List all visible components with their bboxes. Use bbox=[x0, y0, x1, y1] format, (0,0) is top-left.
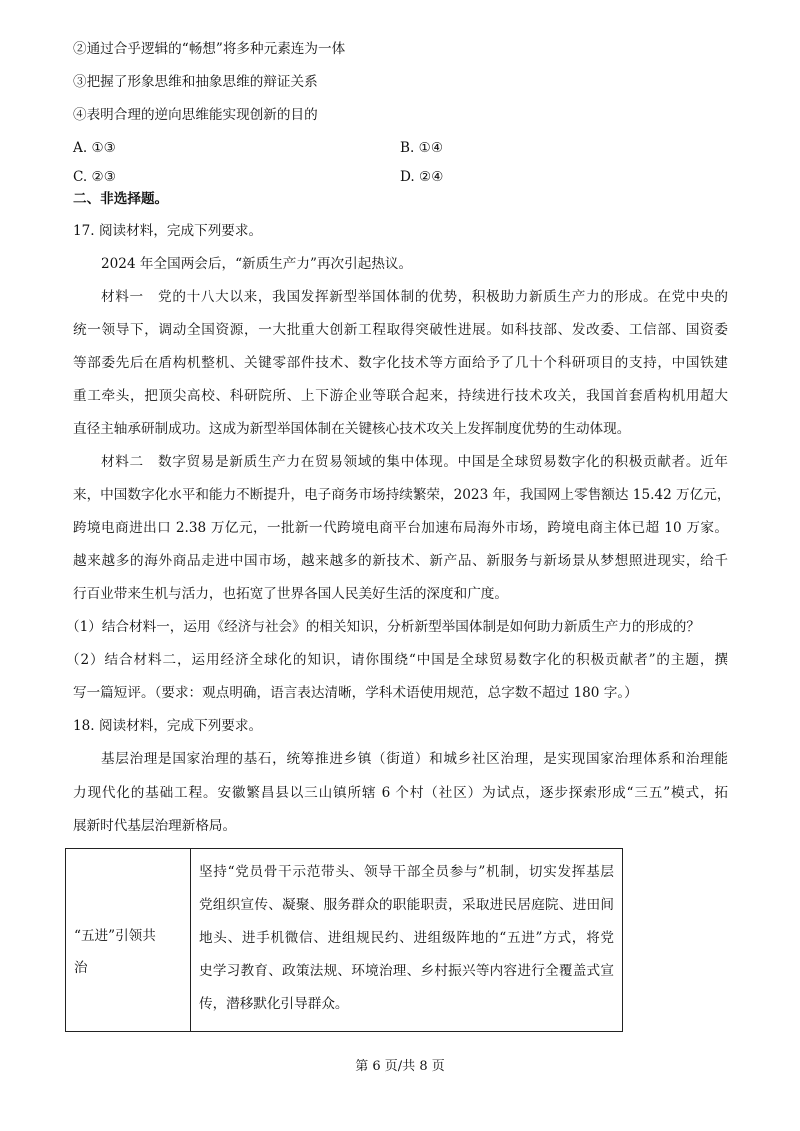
q17-title: 17. 阅读材料，完成下列要求。 bbox=[73, 223, 263, 239]
table-content-line: 坚持“党员骨干示范带头、领导干部全员参与”机制，切实发挥基层 bbox=[199, 864, 614, 880]
material-2-line: 跨境电商进出口 2.38 万亿元，一批新一代跨境电商平台加速布局海外市场，跨境电商主体已超 10 万家。 bbox=[73, 520, 728, 536]
q17-intro: 2024 年全国两会后，“新质生产力”再次引起热议。 bbox=[101, 256, 413, 272]
material-1-line: 材料一 党的十八大以来，我国发挥新型举国体制的优势，积极助力新质生产力的形成。在党中央的 bbox=[101, 289, 728, 305]
page-footer: 第 6 页/共 8 页 bbox=[355, 1059, 445, 1074]
material-2-line: 行百业带来生机与活力，也拓宽了世界各国人民美好生活的深度和广度。 bbox=[73, 586, 508, 602]
q18-para: 展新时代基层治理新格局。 bbox=[73, 818, 237, 834]
option-2: ②通过合乎逻辑的“畅想”将多种元素连为一体 bbox=[73, 41, 346, 57]
q17-sub1: （1）结合材料一，运用《经济与社会》的相关知识，分析新型举国体制是如何助力新质生产力的形成的？ bbox=[66, 619, 700, 635]
material-1-line: 统一领导下，调动全国资源，一大批重大创新工程取得突破性进展。如科技部、发改委、工信部、国资委 bbox=[73, 322, 728, 338]
choice-b: B. ①④ bbox=[400, 140, 444, 156]
table-content-line: 党组织宣传、凝聚、服务群众的职能职责，采取进民居庭院、进田间 bbox=[199, 897, 614, 913]
option-3: ③把握了形象思维和抽象思维的辩证关系 bbox=[73, 74, 318, 90]
table-content-line: 史学习教育、政策法规、环境治理、乡村振兴等内容进行全覆盖式宣 bbox=[199, 963, 614, 979]
q17-sub2: （2）结合材料二，运用经济全球化的知识，请你围绕“中国是全球贸易数字化的积极贡献者”的主题，撰 bbox=[66, 652, 728, 668]
choice-c: C. ②③ bbox=[73, 169, 116, 185]
option-4: ④表明合理的逆向思维能实现创新的目的 bbox=[73, 107, 318, 123]
material-1-line: 重工牵头，把顶尖高校、科研院所、上下游企业等联合起来，持续进行技术攻关，我国首套盾构机用超大 bbox=[73, 388, 728, 404]
choice-d: D. ②④ bbox=[400, 169, 444, 185]
table-label: “五进”引领共 bbox=[74, 928, 156, 944]
section-heading: 二、非选择题。 bbox=[73, 191, 169, 207]
table-label: 治 bbox=[74, 960, 88, 976]
material-1-line: 等部委先后在盾构机整机、关键零部件技术、数字化技术等方面给予了几十个科研项目的支持，中国铁建 bbox=[73, 355, 728, 371]
material-2-line: 来，中国数字化水平和能力不断提升，电子商务市场持续繁荣，2023 年，我国网上零售额达 15.42 万亿元， bbox=[73, 487, 731, 503]
governance-table bbox=[65, 848, 623, 1032]
table-content-line: 地头、进手机微信、进组规民约、进组级阵地的“五进”方式，将党 bbox=[199, 930, 614, 946]
q17-sub2: 写一篇短评。（要求：观点明确，语言表达清晰，学科术语使用规范，总字数不超过 180 字。） bbox=[73, 685, 638, 701]
material-1-line: 直径主轴承研制成功。这成为新型举国体制在关键核心技术攻关上发挥制度优势的生动体现。 bbox=[73, 421, 631, 437]
material-2-line: 越来越多的海外商品走进中国市场，越来越多的新技术、新产品、新服务与新场景从梦想照进现实，给千 bbox=[73, 553, 728, 569]
q18-para: 基层治理是国家治理的基石，统筹推进乡镇（街道）和城乡社区治理，是实现国家治理体系和治理能 bbox=[101, 751, 728, 767]
material-2-line: 材料二 数字贸易是新质生产力在贸易领域的集中体现。中国是全球贸易数字化的积极贡献者。近年 bbox=[101, 454, 728, 470]
table-label-cell bbox=[66, 849, 191, 1031]
q18-para: 力现代化的基础工程。安徽繁昌县以三山镇所辖 6 个村（社区）为试点，逐步探索形成“三五”模式，拓 bbox=[73, 785, 728, 801]
q18-title: 18. 阅读材料，完成下列要求。 bbox=[73, 718, 263, 734]
choice-a: A. ①③ bbox=[73, 140, 116, 156]
table-content-line: 传，潜移默化引导群众。 bbox=[199, 996, 349, 1012]
